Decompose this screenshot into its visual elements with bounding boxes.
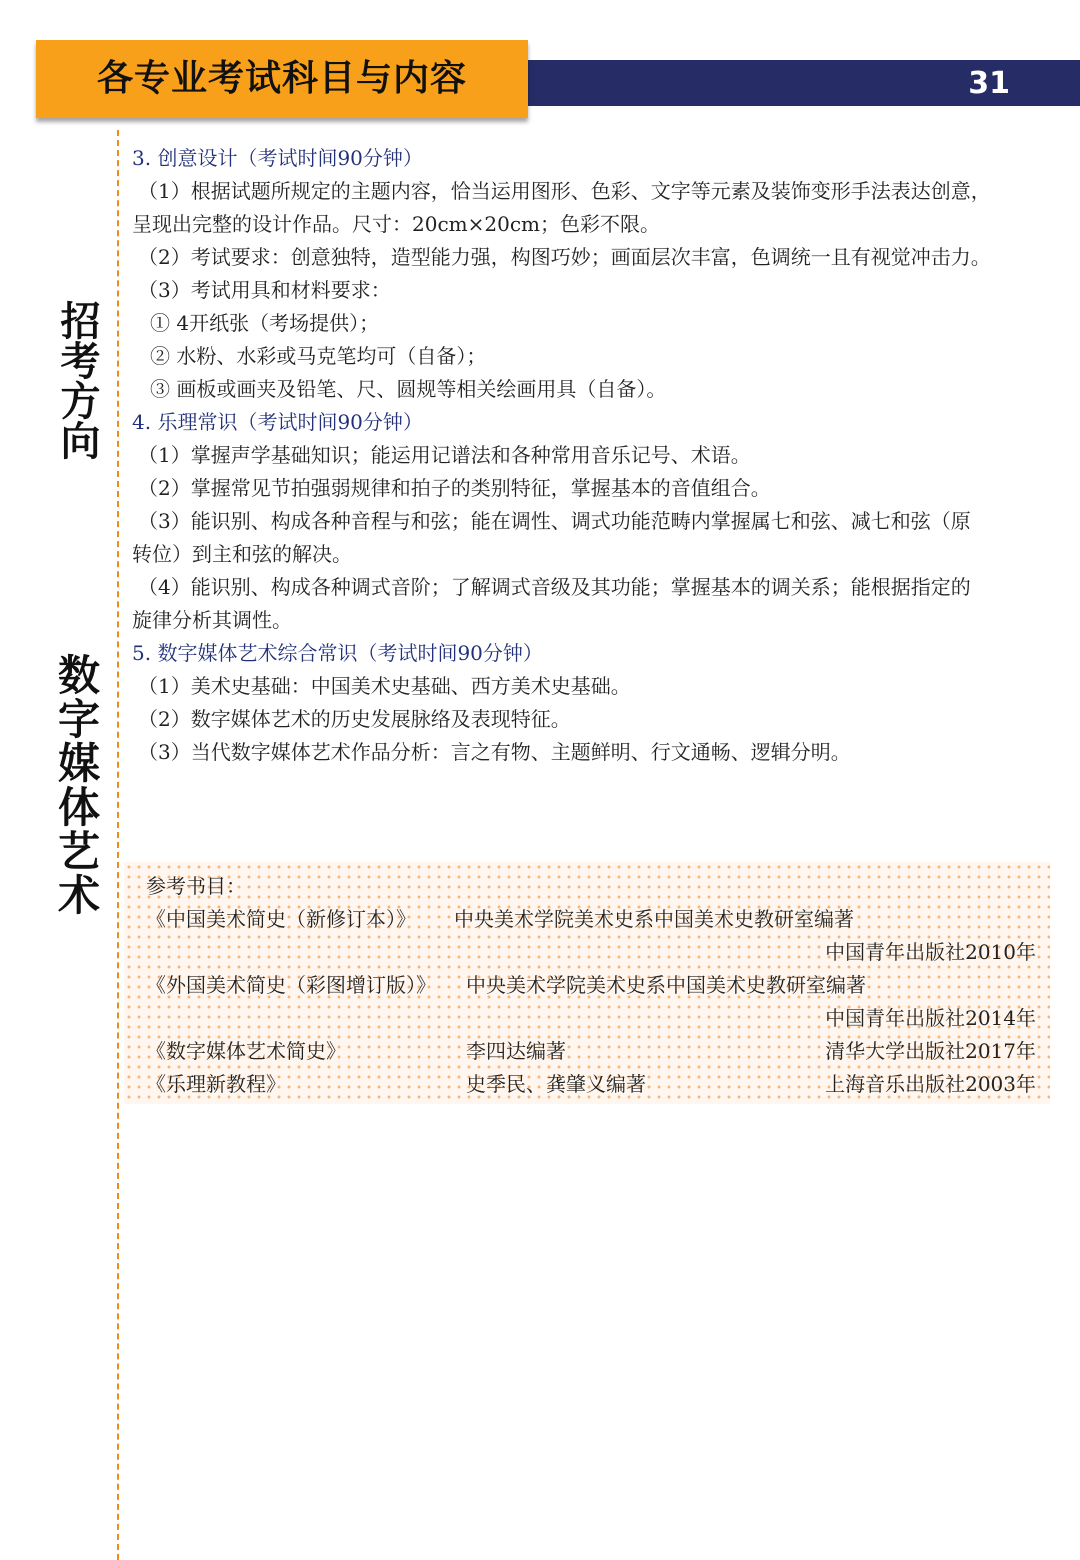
section-heading-music-theory: 4. 乐理常识（考试时间90分钟） — [132, 410, 423, 434]
book-title: 《乐理新教程》 — [146, 1072, 286, 1096]
content-line: （3）考试用具和材料要求： — [138, 278, 391, 302]
book-author: 中央美术学院美术史系中国美术史教研室编著 — [466, 973, 866, 997]
reference-books-box — [124, 862, 1050, 1104]
major-label-vertical: 数字媒体艺术 — [52, 653, 101, 917]
content-line: （1）掌握声学基础知识；能运用记谱法和各种常用音乐记号、术语。 — [138, 443, 751, 467]
book-title: 《数字媒体艺术简史》 — [146, 1039, 346, 1063]
book-publisher: 清华大学出版社2017年 — [825, 1039, 1036, 1063]
list-item: ② 水粉、水彩或马克笔均可（自备）； — [150, 344, 487, 368]
content-line: （2）数字媒体艺术的历史发展脉络及表现特征。 — [138, 707, 571, 731]
section-label-vertical: 招考方向 — [54, 300, 100, 460]
content-line: （4）能识别、构成各种调式音阶；了解调式音级及其功能；掌握基本的调关系；能根据指定的 — [138, 575, 971, 599]
section-heading-digital-media: 5. 数字媒体艺术综合常识（考试时间90分钟） — [132, 641, 543, 665]
book-publisher: 上海音乐出版社2003年 — [825, 1072, 1036, 1096]
content-line: （3）当代数字媒体艺术作品分析：言之有物、主题鲜明、行文通畅、逻辑分明。 — [138, 740, 851, 764]
exam-content — [132, 142, 1057, 769]
header-title-tab — [36, 40, 528, 118]
content-line: （1）美术史基础：中国美术史基础、西方美术史基础。 — [138, 674, 631, 698]
page-number: 31 — [968, 66, 1010, 101]
page-title: 各专业考试科目与内容 — [96, 58, 467, 99]
reference-label: 参考书目： — [146, 874, 246, 898]
content-line: 呈现出完整的设计作品。尺寸：20cm×20cm；色彩不限。 — [132, 212, 660, 236]
book-author: 中央美术学院美术史系中国美术史教研室编著 — [454, 907, 854, 931]
content-line: （2）考试要求：创意独特，造型能力强，构图巧妙；画面层次丰富，色调统一且有视觉冲击力。 — [138, 245, 991, 269]
book-author: 史季民、龚肇义编著 — [466, 1072, 646, 1096]
list-item: ③ 画板或画夹及铅笔、尺、圆规等相关绘画用具（自备）。 — [150, 377, 667, 401]
content-line: （1）根据试题所规定的主题内容，恰当运用图形、色彩、文字等元素及装饰变形手法表达创意， — [138, 179, 991, 203]
list-item: ① 4开纸张（考场提供）； — [150, 311, 380, 335]
book-publisher: 中国青年出版社2010年 — [825, 940, 1036, 964]
content-line: 旋律分析其调性。 — [132, 608, 292, 632]
book-author: 李四达编著 — [466, 1039, 566, 1063]
section-heading-creative-design: 3. 创意设计（考试时间90分钟） — [132, 146, 423, 170]
book-publisher: 中国青年出版社2014年 — [825, 1006, 1036, 1030]
book-title: 《中国美术简史（新修订本）》 — [146, 907, 416, 931]
content-line: （3）能识别、构成各种音程与和弦；能在调性、调式功能范畴内掌握属七和弦、减七和弦（原 — [138, 509, 971, 533]
content-line: 转位）到主和弦的解决。 — [132, 542, 352, 566]
content-line: （2）掌握常见节拍强弱规律和拍子的类别特征，掌握基本的音值组合。 — [138, 476, 771, 500]
book-title: 《外国美术简史（彩图增订版）》 — [146, 973, 436, 997]
vertical-divider — [117, 130, 119, 1560]
